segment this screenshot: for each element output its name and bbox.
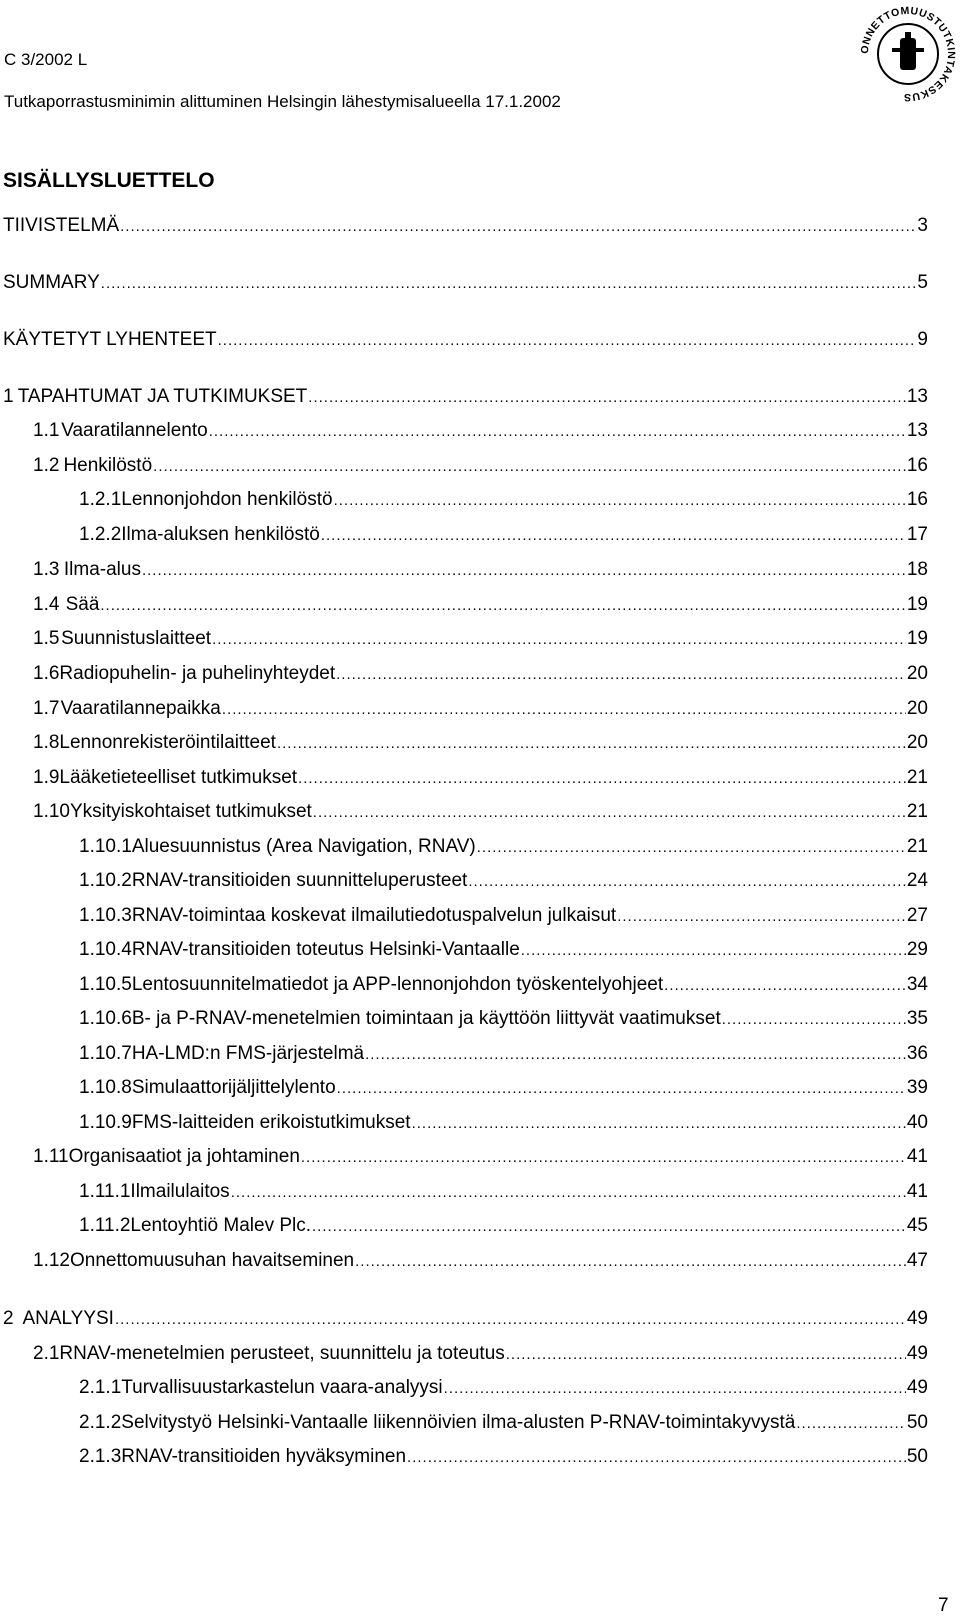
- toc-entry-label: Lentoyhtiö Malev Plc.: [130, 1215, 312, 1236]
- toc-entry-page: 34: [906, 974, 928, 995]
- toc-dot-leader: [796, 1411, 906, 1437]
- toc-entry[interactable]: [33, 626, 928, 652]
- toc-entry-number: 2.1.3: [79, 1446, 122, 1467]
- toc-entry[interactable]: [33, 1341, 928, 1367]
- toc-dot-leader: [407, 1445, 906, 1471]
- toc-entry-number: 1.10.1: [79, 836, 132, 857]
- toc-entry[interactable]: [3, 384, 928, 410]
- toc-dot-leader: [321, 523, 906, 549]
- toc-dot-leader: [722, 1007, 906, 1033]
- toc-entry-page: 49: [906, 1377, 928, 1398]
- toc-dot-leader: [412, 1111, 906, 1137]
- toc-entry[interactable]: [3, 1306, 928, 1332]
- toc-entry-number: 1.10.6: [79, 1008, 132, 1029]
- toc-entry-number: 1.10.4: [79, 939, 132, 960]
- toc-entry-number: 1.10.7: [79, 1043, 132, 1064]
- toc-entry-page: 41: [906, 1181, 928, 1202]
- toc-entry-label: Henkilöstö: [63, 455, 153, 476]
- toc-entry[interactable]: [79, 522, 928, 548]
- toc-entry-label: Simulaattorijäljittelylento: [131, 1077, 336, 1098]
- toc-entry[interactable]: [3, 327, 928, 353]
- toc-entry-number: 1.2: [33, 455, 60, 476]
- toc-entry-number: 1.3: [33, 559, 60, 580]
- toc-entry[interactable]: [33, 661, 928, 687]
- toc-entry-label: Lääketieteelliset tutkimukset: [59, 767, 298, 788]
- toc-entry-label: FMS-laitteiden erikoistutkimukset: [131, 1112, 411, 1133]
- toc-dot-leader: [337, 1076, 906, 1102]
- toc-entry-label: Vaaratilannelento: [61, 420, 208, 441]
- page-number: 7: [938, 1595, 949, 1616]
- toc-dot-leader: [301, 1145, 906, 1171]
- toc-entry[interactable]: [33, 418, 928, 444]
- toc-entry-page: 50: [906, 1412, 928, 1433]
- toc-entry-number: 1.7: [33, 698, 60, 719]
- toc-entry-label: Lennonjohdon henkilöstö: [121, 489, 333, 510]
- toc-entry[interactable]: [79, 937, 928, 963]
- toc-dot-leader: [218, 328, 917, 354]
- toc-entry-label: ANALYYSI: [22, 1308, 114, 1329]
- toc-entry[interactable]: [33, 1248, 928, 1274]
- toc-entry-number: 1.8: [33, 732, 60, 753]
- toc-entry-number: 1.11.2: [79, 1215, 131, 1236]
- toc-entry-page: 19: [906, 628, 928, 649]
- toc-entry-page: 36: [906, 1043, 928, 1064]
- toc-entry-page: 29: [906, 939, 928, 960]
- toc-entry-label: RNAV-menetelmien perusteet, suunnittelu ja toteutus: [59, 1343, 505, 1364]
- toc-entry-number: 1.10.2: [79, 870, 132, 891]
- toc-dot-leader: [506, 1342, 906, 1368]
- toc-entry-page: 20: [906, 732, 928, 753]
- toc-entry[interactable]: [79, 1179, 928, 1205]
- toc-entry-page: 41: [906, 1146, 928, 1167]
- toc-entry-number: 1.10: [33, 801, 70, 822]
- toc-entry-page: 16: [906, 489, 928, 510]
- toc-entry[interactable]: [79, 868, 928, 894]
- toc-entry-page: 47: [906, 1250, 928, 1271]
- toc-dot-leader: [209, 419, 906, 445]
- toc-entry[interactable]: [79, 1041, 928, 1067]
- toc-dot-leader: [222, 697, 906, 723]
- toc-entry[interactable]: [79, 1213, 928, 1239]
- toc-entry-number: 1.6: [33, 663, 60, 684]
- toc-dot-leader: [153, 454, 906, 480]
- toc-entry-page: 19: [906, 594, 928, 615]
- seal-logo-icon: [856, 2, 960, 106]
- toc-entry-page: 49: [906, 1308, 928, 1329]
- toc-entry-label: Aluesuunnistus (Area Navigation, RNAV): [131, 836, 476, 857]
- toc-entry-number: 1.2.2: [79, 524, 122, 545]
- toc-entry[interactable]: [33, 730, 928, 756]
- toc-entry-label: Ilma-aluksen henkilöstö: [121, 524, 320, 545]
- toc-entry-page: 40: [906, 1112, 928, 1133]
- toc-entry-number: 1.10.5: [79, 974, 132, 995]
- toc-entry-number: 2.1: [33, 1343, 60, 1364]
- toc-entry-page: 9: [917, 329, 928, 350]
- toc-entry-label: HA-LMD:n FMS-järjestelmä: [131, 1043, 365, 1064]
- toc-entry-page: 50: [906, 1446, 928, 1467]
- document-subtitle: Tutkaporrastusminimin alittuminen Helsingin lähestymisalueella 17.1.2002: [4, 92, 561, 111]
- toc-entry-label: B- ja P-RNAV-menetelmien toimintaan ja käyttöön liittyvät vaatimukset: [131, 1008, 721, 1029]
- toc-entry[interactable]: [79, 1110, 928, 1136]
- toc-entry-number: 1.10.8: [79, 1077, 132, 1098]
- toc-entry-label: Turvallisuustarkastelun vaara-analyysi: [121, 1377, 443, 1398]
- toc-entry[interactable]: [33, 696, 928, 722]
- toc-entry-label: Onnettomuusuhan havaitseminen: [69, 1250, 355, 1271]
- toc-entry-number: 1.4: [33, 594, 60, 615]
- toc-entry-page: 45: [906, 1215, 928, 1236]
- toc-entry[interactable]: [33, 1144, 928, 1170]
- toc-entry-label: Organisaatiot ja johtaminen: [68, 1146, 300, 1167]
- toc-entry-page: 16: [906, 455, 928, 476]
- toc-dot-leader: [313, 800, 906, 826]
- toc-dot-leader: [468, 869, 906, 895]
- document-id: C 3/2002 L: [4, 50, 88, 69]
- toc-entry[interactable]: [33, 799, 928, 825]
- toc-dot-leader: [100, 593, 905, 619]
- toc-dot-leader: [334, 488, 906, 514]
- toc-entry[interactable]: [79, 972, 928, 998]
- toc-entry-label: KÄYTETYT LYHENTEET: [3, 329, 217, 350]
- toc-entry-label: Ilma-alus: [63, 559, 141, 580]
- toc-dot-leader: [212, 627, 906, 653]
- toc-entry-page: 49: [906, 1343, 928, 1364]
- toc-entry-page: 24: [906, 870, 928, 891]
- toc-entry-page: 27: [906, 905, 928, 926]
- toc-entry[interactable]: [79, 1075, 928, 1101]
- toc-entry-number: 1.5: [33, 628, 60, 649]
- toc-entry-number: 1.10.3: [79, 905, 132, 926]
- toc-entry-label: TAPAHTUMAT JA TUTKIMUKSET: [17, 386, 308, 407]
- toc-entry-number: 2: [3, 1308, 14, 1329]
- toc-entry-number: 1.1: [33, 420, 60, 441]
- toc-entry-label: Vaaratilannepaikka: [60, 698, 221, 719]
- toc-dot-leader: [231, 1180, 906, 1206]
- toc-entry-label: RNAV-toimintaa koskevat ilmailutiedotuspalvelun julkaisut: [131, 905, 617, 926]
- toc-entry[interactable]: [79, 1006, 928, 1032]
- toc-entry[interactable]: [79, 903, 928, 929]
- toc-entry-page: 13: [906, 420, 928, 441]
- toc-dot-leader: [355, 1249, 906, 1275]
- toc-dot-leader: [365, 1042, 906, 1068]
- toc-dot-leader: [312, 1214, 906, 1240]
- toc-entry-label: RNAV-transitioiden hyväksyminen: [121, 1446, 407, 1467]
- toc-entry-number: 2.1.1: [79, 1377, 122, 1398]
- toc-entry-page: 3: [917, 215, 928, 236]
- toc-entry[interactable]: [33, 592, 928, 618]
- toc-entry[interactable]: [33, 557, 928, 583]
- toc-entry-label: SUMMARY: [3, 272, 100, 293]
- toc-title: SISÄLLYSLUETTELO: [3, 169, 215, 192]
- toc-entry-label: Ilmailulaitos: [130, 1181, 230, 1202]
- toc-entry-page: 5: [917, 272, 928, 293]
- toc-entry-number: 1.11: [33, 1146, 69, 1167]
- toc-entry-number: 1.12: [33, 1250, 70, 1271]
- toc-entry-label: Yksityiskohtaiset tutkimukset: [69, 801, 312, 822]
- svg-text:ONNETTOMUUSTUTKINTAKESKUS: ONNETTOMUUSTUTKINTAKESKUS: [858, 4, 958, 104]
- toc-entry[interactable]: [79, 487, 928, 513]
- toc-entry[interactable]: [33, 765, 928, 791]
- toc-entry[interactable]: [3, 213, 928, 239]
- toc-entry-label: Selvitystyö Helsinki-Vantaalle liikennöivien ilma-alusten P-RNAV-toimintakyvystä: [121, 1412, 796, 1433]
- toc-dot-leader: [101, 271, 917, 297]
- toc-entry-label: TIIVISTELMÄ: [3, 215, 120, 236]
- toc-entry-label: Sää: [65, 594, 100, 615]
- toc-dot-leader: [444, 1376, 906, 1402]
- toc-entry[interactable]: [3, 270, 928, 296]
- toc-entry[interactable]: [79, 1375, 928, 1401]
- toc-dot-leader: [277, 731, 906, 757]
- toc-dot-leader: [115, 1307, 906, 1333]
- toc-dot-leader: [521, 938, 906, 964]
- toc-entry-number: 2.1.2: [79, 1412, 122, 1433]
- toc-entry-label: Lennonrekisteröintilaitteet: [59, 732, 276, 753]
- toc-dot-leader: [664, 973, 906, 999]
- toc-entry[interactable]: [79, 1444, 928, 1470]
- toc-entry-page: 18: [906, 559, 928, 580]
- toc-entry-page: 21: [906, 767, 928, 788]
- toc-entry-number: 1.2.1: [79, 489, 122, 510]
- toc-entry-page: 39: [906, 1077, 928, 1098]
- toc-dot-leader: [142, 558, 906, 584]
- toc-entry-label: Radiopuhelin- ja puhelinyhteydet: [59, 663, 336, 684]
- toc-entry-page: 21: [906, 836, 928, 857]
- toc-dot-leader: [308, 385, 906, 411]
- toc-entry-label: Lentosuunnitelmatiedot ja APP-lennonjohdon työskentelyohjeet: [131, 974, 664, 995]
- toc-dot-leader: [120, 214, 916, 240]
- toc-entry-number: 1: [3, 386, 14, 407]
- toc-entry-number: 1.11.1: [79, 1181, 131, 1202]
- toc-entry-page: 17: [906, 524, 928, 545]
- toc-dot-leader: [617, 904, 906, 930]
- toc-entry-page: 13: [906, 386, 928, 407]
- toc-entry-label: RNAV-transitioiden suunnitteluperusteet: [131, 870, 468, 891]
- toc-dot-leader: [477, 835, 906, 861]
- toc-entry[interactable]: [79, 834, 928, 860]
- toc-dot-leader: [336, 662, 906, 688]
- toc-entry[interactable]: [33, 453, 928, 479]
- toc-entry-page: 20: [906, 663, 928, 684]
- toc-entry-page: 20: [906, 698, 928, 719]
- toc-entry-page: 21: [906, 801, 928, 822]
- toc-entry-number: 1.9: [33, 767, 60, 788]
- toc-entry-label: RNAV-transitioiden toteutus Helsinki-Vantaalle: [131, 939, 520, 960]
- toc-dot-leader: [298, 766, 906, 792]
- toc-entry-label: Suunnistuslaitteet: [61, 628, 212, 649]
- toc-entry-number: 1.10.9: [79, 1112, 132, 1133]
- toc-entry[interactable]: [79, 1410, 928, 1436]
- toc-entry-page: 35: [906, 1008, 928, 1029]
